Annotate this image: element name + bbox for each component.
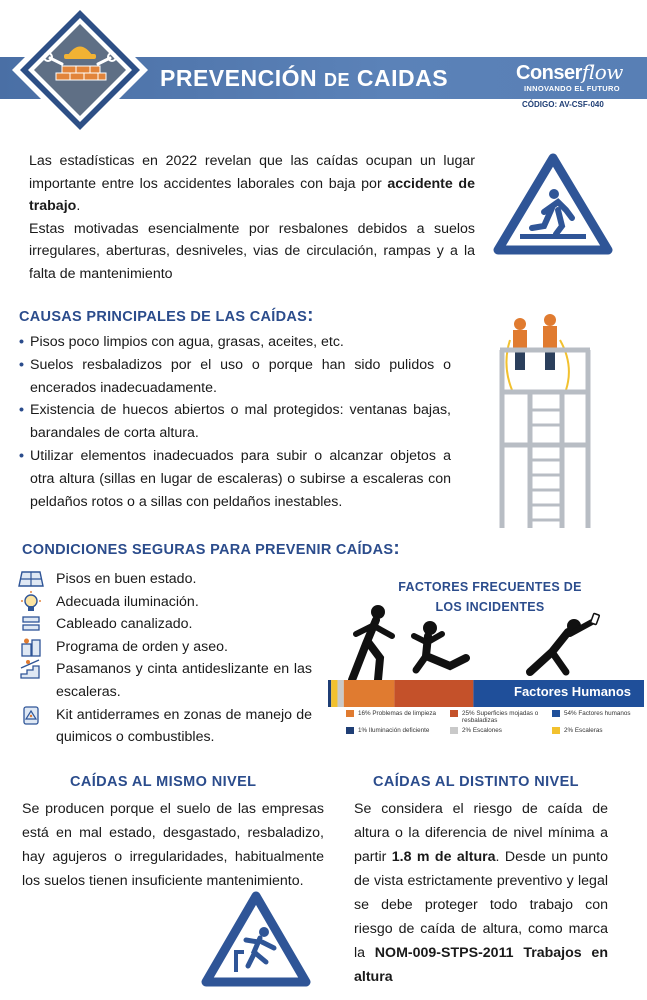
causes-heading: CAUSAS PRINCIPALES DE LAS CAÍDAS:: [19, 305, 314, 326]
list-item: • Suelos resbaladizos por el uso o porque han sido pulidos o encerados inadecuadamente.: [19, 354, 451, 400]
legend-label: 54% Factores humanos: [564, 710, 631, 717]
bar-segment-2: [337, 680, 343, 707]
slip-warning-icon: [492, 152, 614, 258]
logo-tagline: INNOVANDO EL FUTURO: [524, 84, 620, 93]
bar-segment-4: [394, 680, 473, 707]
title-word-de: DE: [323, 70, 350, 90]
intro-text: [29, 150, 475, 285]
same-level-heading: CAÍDAS AL MISMO NIVEL: [70, 774, 257, 790]
legend-item: [552, 710, 647, 717]
fall-from-height-warning-icon: [200, 890, 312, 990]
list-item: Pisos en buen estado.: [18, 568, 313, 591]
lightbulb-icon: [18, 591, 44, 613]
legend-swatch: [346, 727, 354, 734]
bar-segment-3: [344, 680, 395, 707]
legend-item: [450, 727, 546, 734]
bar-segment-0: [328, 680, 331, 707]
different-level-text: Se considera el riesgo de caída de altura o la diferencia de nivel mínima a partir 1.8 m de altura. Desde un punto de vista estrictamente preventivo y legal se debe proteger todo trabajo con riesgo de caída de altura, como marca la NOM-009-STPS-2011 Trabajos en altura: [354, 801, 609, 985]
floor-tiles-icon: [18, 568, 44, 590]
legend-item: [346, 727, 442, 734]
falling-people-illustration: [330, 600, 630, 680]
company-logo: [516, 60, 628, 100]
list-item: • Pisos poco limpios con agua, grasas, aceites, etc.: [19, 331, 451, 354]
legend-swatch: [552, 727, 560, 734]
handrail-stairs-icon: [18, 658, 44, 680]
legend-item: [450, 710, 546, 724]
legend-swatch: [450, 727, 458, 734]
legend-swatch: [450, 710, 458, 717]
conditions-list: [18, 568, 313, 749]
legend-label: 1% Iluminación deficiente: [358, 727, 430, 734]
bricks-icon: [56, 66, 106, 80]
legend-swatch: [552, 710, 560, 717]
conditions-heading: CONDICIONES SEGURAS PARA PREVENIR CAÍDAS:: [22, 538, 400, 559]
bar-segment-1: [331, 680, 337, 707]
list-item: Pasamanos y cinta antideslizante en las escaleras.: [18, 658, 313, 703]
title-word-2: CAIDAS: [356, 65, 449, 91]
cleaning-icon: [18, 636, 44, 658]
same-level-text: Se producen porque el suelo de las empresas está en mal estado, desgastado, resbaladizo, hay agujeros o irregularidades, habitualmente los suelos tienen insuficiente mantenimiento.: [22, 801, 324, 889]
factors-title-line-1: FACTORES FRECUENTES DE: [398, 580, 582, 594]
bar-main-label: Factores Humanos: [514, 684, 632, 699]
legend-item: [346, 710, 442, 717]
header-diamond-logo: [10, 0, 150, 140]
title-word-1: PREVENCIÓN: [160, 65, 318, 91]
list-item: Cableado canalizado.: [18, 613, 313, 636]
intro-paragraph-2: Estas motivadas esencialmente por resbalones debidos a suelos irregulares, aberturas, desniveles, vias de circulación, rampas y a la falta de mantenimiento: [29, 220, 475, 282]
legend-label: 2% Escaleras: [564, 727, 603, 734]
legend-label: 25% Superficies mojadas o resbaladizas: [462, 710, 539, 724]
legend-item: [552, 727, 647, 734]
list-item: • Utilizar elementos inadecuados para subir o alcanzar objetos a otra altura (sillas en lugar de escaleras) o subirse a escaleras con peldaños rotos o a sillas con peldaños inestables.: [19, 445, 451, 513]
list-item: • Existencia de huecos abiertos o mal protegidos: ventanas bajas, barandales de corta altura.: [19, 399, 451, 445]
document-code: CÓDIGO: AV-CSF-040: [522, 100, 604, 109]
intro-paragraph-1: Las estadísticas en 2022 revelan que las caídas ocupan un lugar importante entre los accidentes laborales con baja por accidente de trabajo.: [29, 153, 475, 214]
page-title: [160, 62, 448, 94]
list-item: Kit antiderrames en zonas de manejo de quimicos o combustibles.: [18, 704, 313, 749]
legend-label: 2% Escalones: [462, 727, 502, 734]
different-level-heading: CAÍDAS AL DISTINTO NIVEL: [373, 774, 579, 790]
causes-list: [19, 331, 451, 513]
factors-title-line-2: LOS INCIDENTES: [435, 600, 545, 614]
legend-swatch: [346, 710, 354, 717]
chart-legend: [346, 710, 646, 740]
list-item: Adecuada iluminación.: [18, 591, 313, 614]
cable-icon: [18, 613, 44, 635]
logo-wordmark: Conserflow: [516, 60, 623, 84]
legend-label: 16% Problemas de limpieza: [358, 710, 437, 717]
scaffold-workers-illustration: [490, 310, 600, 530]
list-item: Programa de orden y aseo.: [18, 636, 313, 659]
spill-kit-icon: [18, 704, 44, 726]
